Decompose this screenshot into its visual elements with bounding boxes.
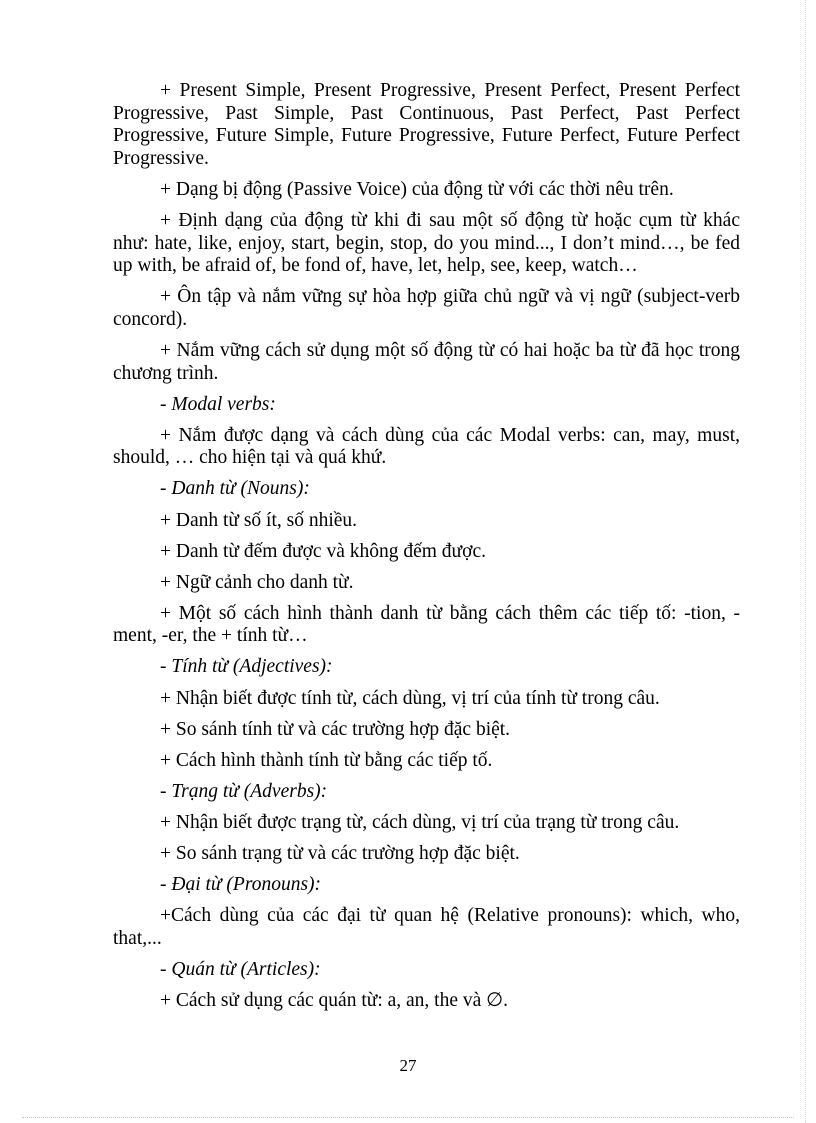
pronouns-heading: - Đại từ (Pronouns): [160, 874, 322, 896]
adjectives-item-2: + So sánh tính từ và các trường hợp đặc biệt. [160, 718, 511, 740]
nouns-heading: - Danh từ (Nouns): [160, 478, 310, 500]
page-bottom-border [22, 1117, 794, 1118]
adjectives-item-1: + Nhận biết được tính từ, cách dùng, vị trí của tính từ trong câu. [160, 687, 660, 709]
passive-voice-paragraph: + Dạng bị động (Passive Voice) của động từ với các thời nêu trên. [160, 178, 674, 200]
nouns-item-3: + Ngữ cảnh cho danh từ. [160, 571, 354, 593]
page-right-border [805, 0, 806, 1123]
phrasal-verbs-paragraph: + Nắm vững cách sử dụng một số động từ có hai hoặc ba từ đã học trong chương trình. [113, 339, 740, 384]
adverbs-item-1: + Nhận biết được trạng từ, cách dùng, vị trí của trạng từ trong câu. [160, 811, 680, 833]
adverbs-heading: - Trạng từ (Adverbs): [160, 780, 328, 802]
articles-heading: - Quán từ (Articles): [160, 958, 321, 980]
tense-list-paragraph: + Present Simple, Present Progressive, Present Perfect, Present Perfect Progressive, Past Simple, Past Continuous, Past Perfect, Past Perfect Progressive, Future Simple, Future Progressive, Future Perfect, Future Perfect Progressive. [113, 80, 740, 169]
verb-form-paragraph: + Định dạng của động từ khi đi sau một số động từ hoặc cụm từ khác như: hate, like, enjoy, start, begin, stop, do you mind..., I don’t mind…, be fed up with, be afraid of, be fond of, have, let, help, see, keep, watch… [113, 209, 740, 277]
modal-verbs-heading: - Modal verbs: [160, 393, 276, 415]
adjectives-heading: - Tính từ (Adjectives): [160, 656, 333, 678]
page-number: 27 [399, 1056, 417, 1075]
articles-item-1: + Cách sử dụng các quán từ: a, an, the và ∅. [160, 990, 509, 1011]
nouns-item-4: + Một số cách hình thành danh từ bằng cách thêm các tiếp tố: -tion, - ment, -er, the + tính từ… [113, 602, 740, 647]
adjectives-item-3: + Cách hình thành tính từ bằng các tiếp tố. [160, 749, 493, 771]
adverbs-item-2: + So sánh trạng từ và các trường hợp đặc biệt. [160, 843, 520, 865]
subject-verb-concord-paragraph: + Ôn tập và nắm vững sự hòa hợp giữa chủ ngữ và vị ngữ (subject-verb concord). [113, 286, 740, 330]
page-content [113, 80, 740, 1021]
nouns-item-2: + Danh từ đếm được và không đếm được. [160, 540, 486, 562]
nouns-item-1: + Danh từ số ít, số nhiều. [160, 509, 358, 531]
pronouns-item-1: +Cách dùng của các đại từ quan hệ (Relative pronouns): which, who, that,... [113, 905, 740, 949]
modal-verbs-paragraph: + Nắm được dạng và cách dùng của các Modal verbs: can, may, must, should, … cho hiện tại và quá khứ. [113, 424, 740, 469]
